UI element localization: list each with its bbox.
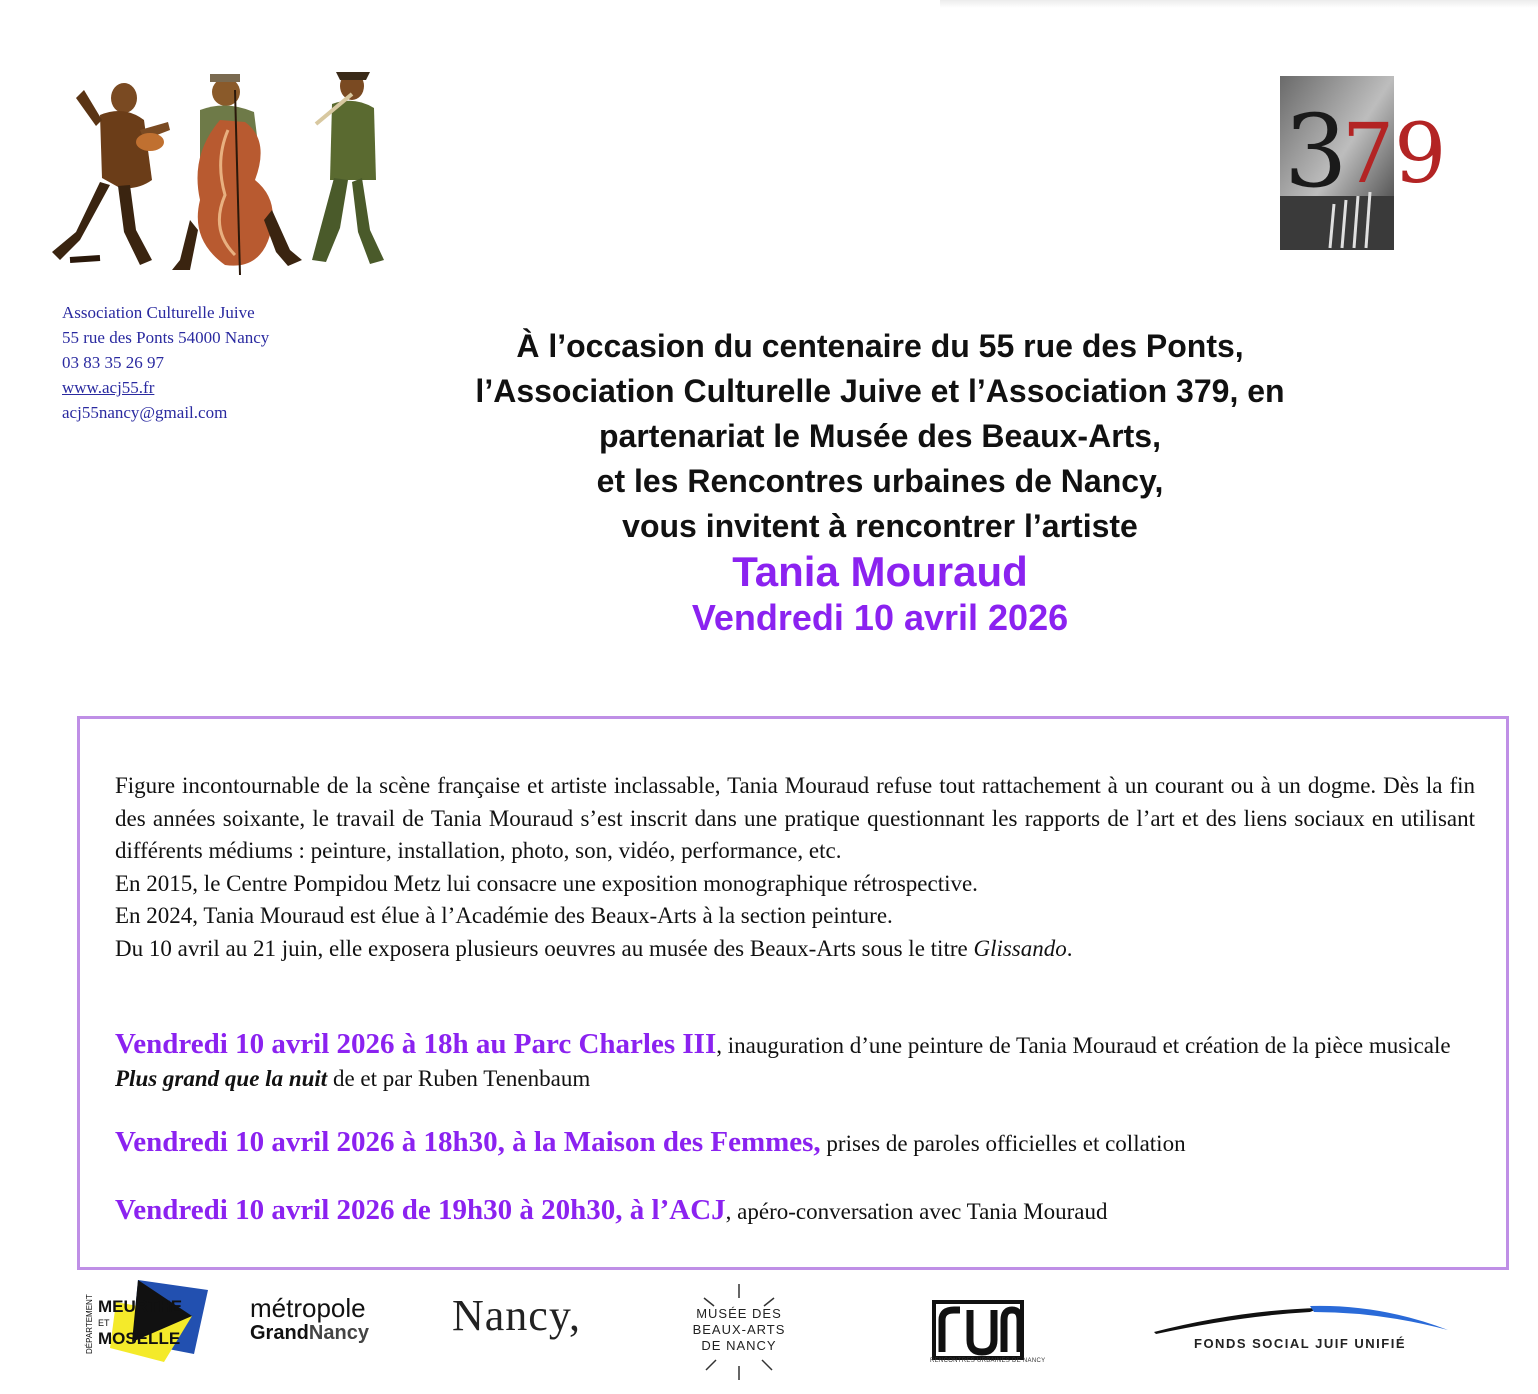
event-text: , inauguration d’une peinture de Tania Mouraud et création de la pièce musicale (716, 1033, 1451, 1058)
heading-line-3: partenariat le Musée des Beaux-Arts, (599, 418, 1161, 454)
moselle-text: MOSELLE (98, 1329, 181, 1348)
email-address[interactable]: acj55nancy@gmail.com (62, 403, 228, 422)
violinist-figure (52, 83, 170, 265)
dept-label: DÉPARTEMENT (85, 1294, 94, 1354)
org-name: Association Culturelle Juive (62, 303, 255, 322)
event-date: Vendredi 10 avril 2026 (691, 597, 1069, 638)
bio-paragraph-1: Figure incontournable de la scène française et artiste inclassable, Tania Mouraud refuse tout rattachement à un courant ou à un dogme. Dès la fin des années soixante, le travail de Tania Mouraud s’est inscrit dans une pratique questionnant les rapports de l’art et des liens sociaux en utilisant différents médiums : peinture, installation, photo, son, vidéo, performance, etc. (115, 773, 1475, 863)
musee-line-1: MUSÉE DES (696, 1306, 782, 1321)
musee-beaux-arts-logo (684, 1278, 794, 1386)
event-text-end: de et par Ruben Tenenbaum (327, 1066, 591, 1091)
bio-paragraph-3: En 2024, Tania Mouraud est élue à l’Académie des Beaux-Arts à la section peinture. (115, 903, 893, 928)
event-text: , apéro-conversation avec Tania Mouraud (725, 1199, 1108, 1224)
exhibition-title: Glissando (973, 935, 1067, 961)
musicians-logo (40, 60, 400, 280)
heading-line-1: À l’occasion du centenaire du 55 rue des Ponts, (516, 328, 1244, 364)
musee-line-2: BEAUX-ARTS (692, 1322, 786, 1337)
logo-digit-3: 3 (1284, 93, 1348, 210)
ville-de-nancy-logo: Nancy, (452, 1291, 581, 1340)
heading-line-4: et les Rencontres urbaines de Nancy, (596, 463, 1164, 499)
logo-digits-79: 79 (1342, 107, 1447, 202)
top-shade (940, 0, 1538, 8)
event-item (115, 1194, 1485, 1228)
et-text: ET (98, 1318, 110, 1328)
website-link[interactable]: www.acj55.fr (62, 378, 155, 397)
run-label: RENCONTRES URBAINES DE NANCY (930, 1358, 1046, 1364)
bio-p4-start: Du 10 avril au 21 juin, elle exposera plusieurs oeuvres au musée des Beaux-Arts sous le titre (115, 935, 974, 961)
heading-line-5: vous invitent à rencontrer l’artiste (622, 508, 1138, 544)
bio-paragraph-2: En 2015, le Centre Pompidou Metz lui consacre une exposition monographique rétrospective. (115, 870, 978, 896)
invitation-heading (380, 324, 1380, 641)
bio-paragraph-4 (115, 933, 1475, 966)
musee-line-3: DE NANCY (701, 1338, 777, 1353)
event-text: prises de paroles officielles et collation (820, 1131, 1186, 1156)
artist-name: Tania Mouraud (732, 548, 1028, 595)
street-address: 55 rue des Ponts 54000 Nancy (62, 328, 270, 347)
phone-number: 03 83 35 26 97 (62, 353, 164, 372)
cellist-figure (172, 74, 302, 275)
event-highlight: Vendredi 10 avril 2026 à 18h au Parc Charles III (115, 1028, 717, 1060)
event-highlight: Vendredi 10 avril 2026 de 19h30 à 20h30, à l’ACJ (115, 1194, 726, 1226)
meurthe-et-moselle-logo (82, 1276, 212, 1366)
event-item (115, 1126, 1485, 1160)
fsju-logo (1150, 1300, 1450, 1360)
metropole-text: métropole (250, 1293, 366, 1323)
association-379-logo (1280, 76, 1460, 250)
event-highlight: Vendredi 10 avril 2026 à 18h30, à la Maison des Femmes, (115, 1126, 821, 1158)
event-item (115, 1028, 1485, 1095)
heading-line-2: l’Association Culturelle Juive et l’Association 379, en (475, 373, 1285, 409)
fsju-label: FONDS SOCIAL JUIF UNIFIÉ (1194, 1336, 1406, 1351)
metropole-grand-nancy-logo (250, 1294, 369, 1344)
address-block (62, 300, 269, 425)
bio-p4-end: . (1066, 935, 1073, 961)
grand-nancy-text: GrandNancy (250, 1322, 369, 1344)
artist-bio (115, 770, 1475, 965)
meurthe-text: MEURTHE (98, 1297, 183, 1316)
clarinetist-figure (312, 72, 384, 264)
musical-work-title: Plus grand que la nuit (115, 1066, 328, 1091)
